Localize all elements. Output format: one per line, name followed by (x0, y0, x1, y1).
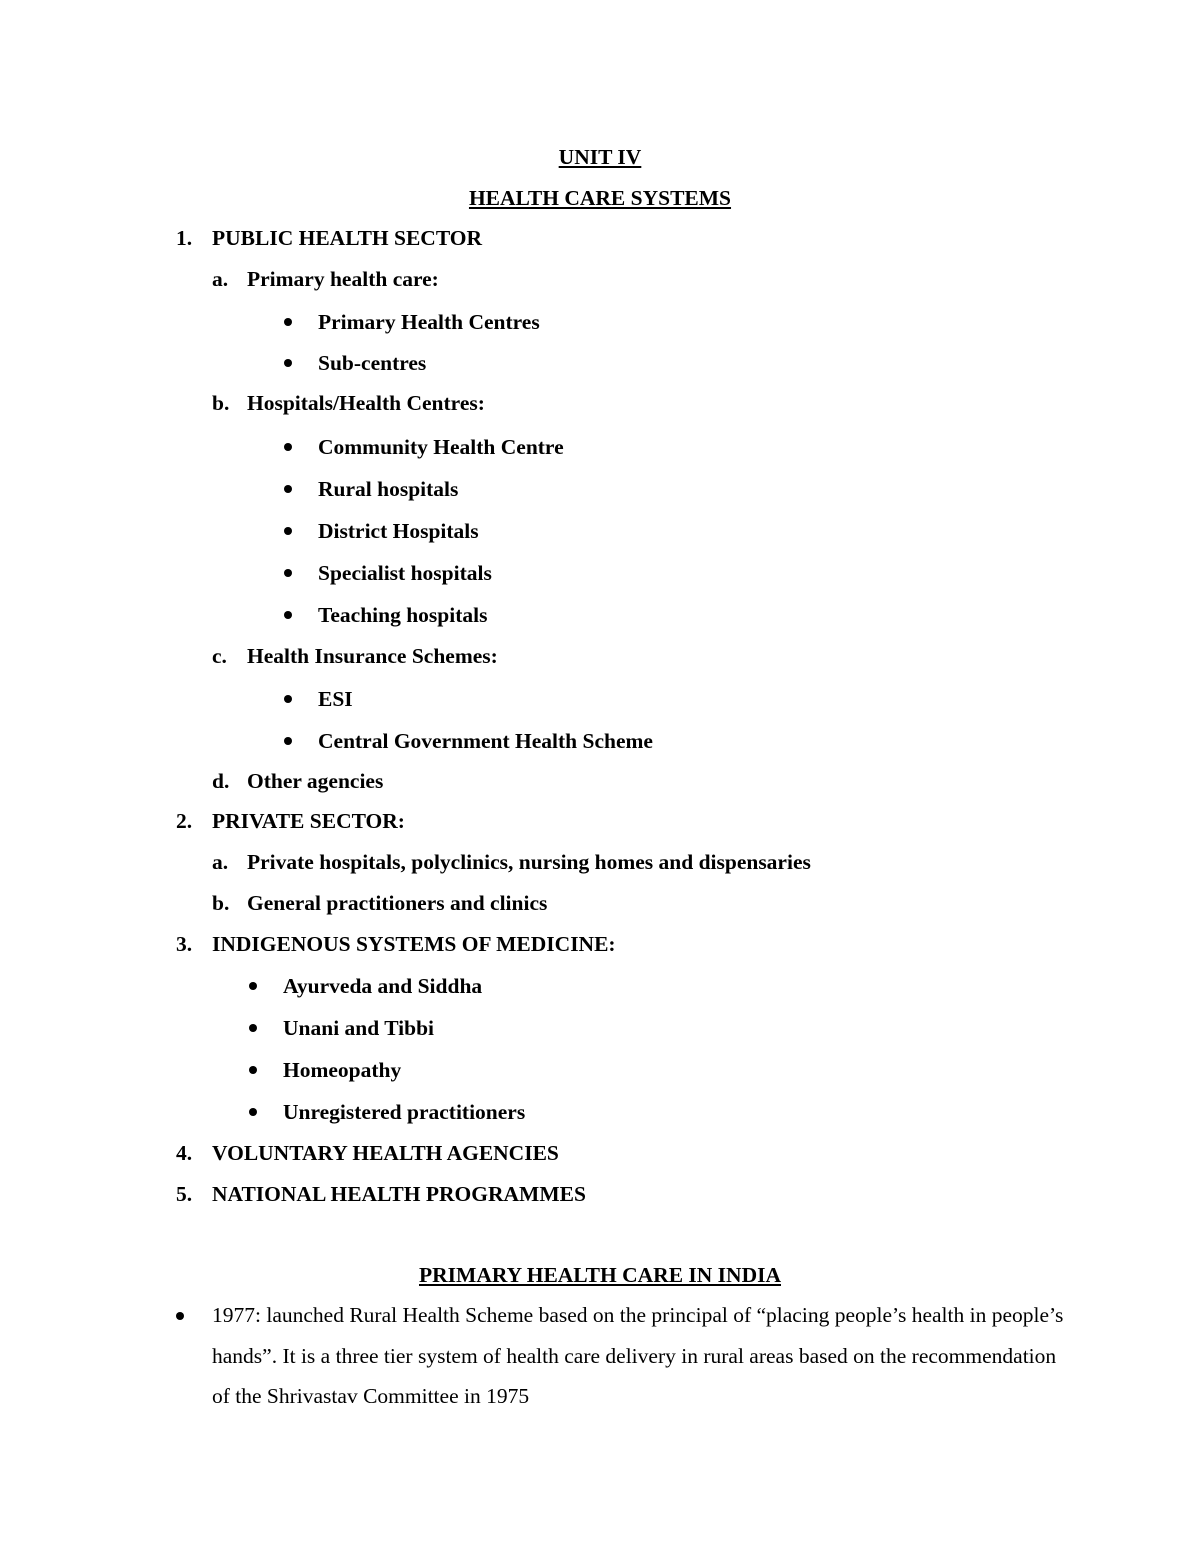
subsection-letter: a. (212, 267, 229, 291)
unit-heading: UNIT IV (558, 145, 642, 169)
bullet-icon (284, 485, 292, 493)
list-item: Central Government Health Scheme (318, 729, 653, 753)
list-item: Unregistered practitioners (283, 1100, 526, 1124)
bullet-icon (284, 443, 292, 451)
bullet-icon (284, 611, 292, 619)
section-number: 4. (176, 1141, 193, 1165)
section-number: 2. (176, 809, 193, 833)
bullet-icon (249, 1066, 257, 1074)
body-paragraph: 1977: launched Rural Health Scheme based on the principal of “placing people’s health in people’s hands”. It is a three tier system of health care delivery in rural areas based on the recommendation of the Shrivastav Committee in 1975 (212, 1303, 1064, 1408)
list-item: Ayurveda and Siddha (283, 974, 483, 998)
section-heading: VOLUNTARY HEALTH AGENCIES (212, 1141, 559, 1165)
list-item: Primary Health Centres (318, 310, 540, 334)
list-item: Sub-centres (318, 351, 427, 375)
document-title: HEALTH CARE SYSTEMS (468, 186, 732, 210)
bullet-icon (249, 982, 257, 990)
subsection-letter: b. (212, 391, 230, 415)
subsection-letter: a. (212, 850, 229, 874)
list-item: District Hospitals (318, 519, 479, 543)
bullet-icon (284, 737, 292, 745)
subsection-letter: b. (212, 891, 230, 915)
bullet-icon (249, 1108, 257, 1116)
subsection-heading: General practitioners and clinics (247, 891, 548, 915)
subsection-heading: Other agencies (247, 769, 384, 793)
section-number: 1. (176, 226, 193, 250)
bullet-icon (284, 359, 292, 367)
bullet-icon (176, 1312, 184, 1320)
subsection-heading: Private hospitals, polyclinics, nursing homes and dispensaries (247, 850, 811, 874)
bullet-icon (284, 569, 292, 577)
subsection-letter: d. (212, 769, 230, 793)
list-item: Homeopathy (283, 1058, 402, 1082)
subsection-heading: Health Insurance Schemes: (247, 644, 498, 668)
list-item: Teaching hospitals (318, 603, 488, 627)
bullet-icon (249, 1024, 257, 1032)
list-item: Rural hospitals (318, 477, 459, 501)
section-heading: INDIGENOUS SYSTEMS OF MEDICINE: (212, 932, 616, 956)
bullet-icon (284, 527, 292, 535)
section-heading: PUBLIC HEALTH SECTOR (212, 226, 483, 250)
section-heading: PRIVATE SECTOR: (212, 809, 405, 833)
subsection-letter: c. (212, 644, 227, 668)
bullet-icon (284, 318, 292, 326)
list-item: ESI (318, 687, 353, 711)
bullet-icon (284, 695, 292, 703)
list-item: Community Health Centre (318, 435, 564, 459)
list-item: Unani and Tibbi (283, 1016, 435, 1040)
section-heading: NATIONAL HEALTH PROGRAMMES (212, 1182, 586, 1206)
list-item: Specialist hospitals (318, 561, 492, 585)
section-number: 5. (176, 1182, 193, 1206)
subsection-heading: Primary health care: (247, 267, 439, 291)
section-number: 3. (176, 932, 193, 956)
subsection-heading: Hospitals/Health Centres: (247, 391, 485, 415)
section-title: PRIMARY HEALTH CARE IN INDIA (419, 1263, 781, 1287)
